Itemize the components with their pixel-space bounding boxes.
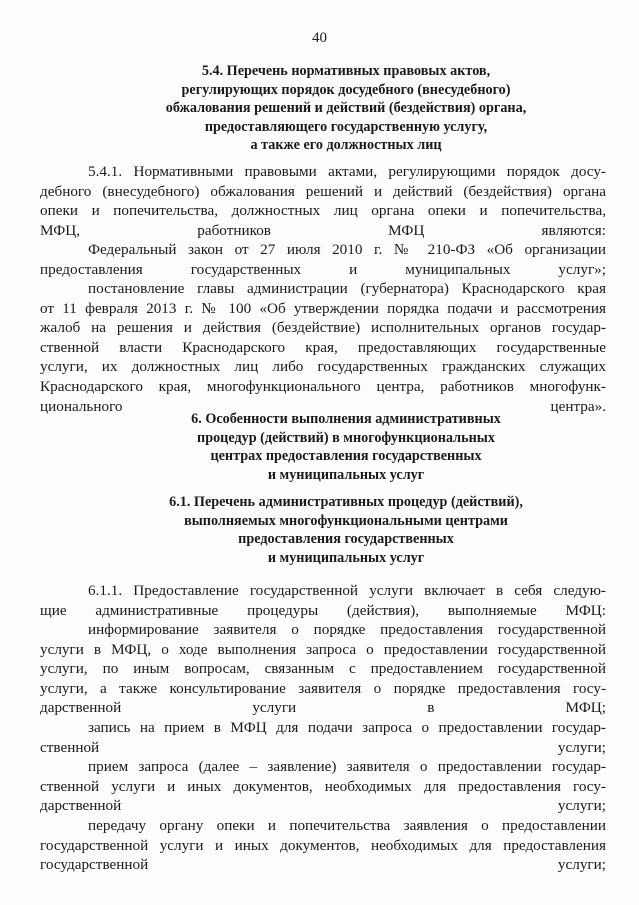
paragraph-line: передачу органу опеки и попечительства заявления о предоставлении [88,817,606,834]
paragraph-federal-law [40,240,606,279]
paragraph-line: услуги, а также консультирование заявителя о порядке предоставления госу- [40,679,606,697]
paragraph-line: ственной услуги; [40,738,606,756]
heading-line: регулирующих порядок досудебного (внесудебного) [181,81,511,98]
heading-line: предоставляющего государственную услугу, [204,118,488,135]
paragraph-line: опеки и попечительства, должностных лиц органа опеки и попечительства, [40,202,606,220]
paragraph-line: дарственной услуги; [40,797,606,815]
paragraph-line: государственной услуги; [40,856,606,874]
heading-line: 6.1. Перечень административных процедур (действий), [169,494,523,510]
paragraph-line: дарственной услуги в МФЦ; [40,699,606,717]
heading-line: и муниципальных услуг [267,466,425,483]
heading-line: а также его должностных лиц [250,137,442,154]
section-5-4-heading [40,62,639,155]
heading-line: обжалования решений и действий (бездействия) органа, [165,100,527,117]
paragraph-appointment [40,718,606,757]
section-6-1-heading [40,493,639,567]
paragraph-line: информирование заявителя о порядке предоставления государственной [88,621,606,638]
page-number: 40 [312,30,327,46]
heading-line: и муниципальных услуг [267,549,425,566]
paragraph-line: дебного (внесудебного) обжалования решений и действий (бездействия) органа [40,182,606,200]
paragraph-line: ционального центра». [40,397,606,415]
paragraph-line: МФЦ, работников МФЦ являются: [40,221,606,239]
paragraph-transfer [40,816,606,875]
paragraph-line: 5.4.1. Нормативными правовыми актами, регулирующими порядок досу- [88,163,606,180]
heading-line: 5.4. Перечень нормативных правовых актов, [201,63,491,79]
paragraph-line: услуги, их должностных лиц либо государственных гражданских служащих [40,358,606,376]
paragraph-resolution [40,279,606,416]
paragraph-line: жалоб на решения и действия (бездействие) исполнительных органов государ- [40,319,606,337]
paragraph-line: ственной услуги и иных документов, необходимых для предоставления госу- [40,777,606,795]
heading-line: 6. Особенности выполнения административных [191,411,501,427]
paragraph-line: постановление главы администрации (губернатора) Краснодарского края [88,280,606,297]
heading-line: выполняемых многофункциональными центрами [184,512,508,529]
paragraph-request-intake [40,757,606,816]
paragraph-line: государственной услуги и иных документов, необходимых для предоставления [40,836,606,854]
heading-line: центрах предоставления государственных [210,448,482,465]
paragraph-line: услуги, по иным вопросам, связанным с предоставлением государственной [40,660,606,678]
paragraph-line: от 11 февраля 2013 г. № 100 «Об утверждении порядка подачи и рассмотрения [40,299,606,317]
paragraph-line: предоставления государственных и муниципальных услуг»; [40,260,606,278]
paragraph-line: ственной власти Краснодарского края, предоставляющих государственные [40,338,606,356]
paragraph-line: прием запроса (далее – заявление) заявителя о предоставлении государ- [88,758,606,775]
paragraph-line: Федеральный закон от 27 июля 2010 г. № 210-ФЗ «Об организации [88,241,606,258]
paragraph-line: услуги в МФЦ, о ходе выполнения запроса о предоставлении государственной [40,640,606,658]
paragraph-line: Краснодарского края, многофункционального центра, работников многофунк- [40,377,606,395]
heading-line: процедур (действий) в многофункциональных [197,429,495,446]
paragraph-6-1-1 [40,581,606,620]
paragraph-5-4-1 [40,162,606,240]
section-6-heading [40,410,639,484]
paragraph-informing [40,620,606,718]
paragraph-line: щие административные процедуры (действия), выполняемые МФЦ: [40,601,606,619]
paragraph-line: 6.1.1. Предоставление государственной услуги включает в себя следую- [88,582,606,599]
paragraph-line: запись на прием в МФЦ для подачи запроса о предоставлении государ- [88,719,606,736]
heading-line: предоставления государственных [238,531,454,548]
